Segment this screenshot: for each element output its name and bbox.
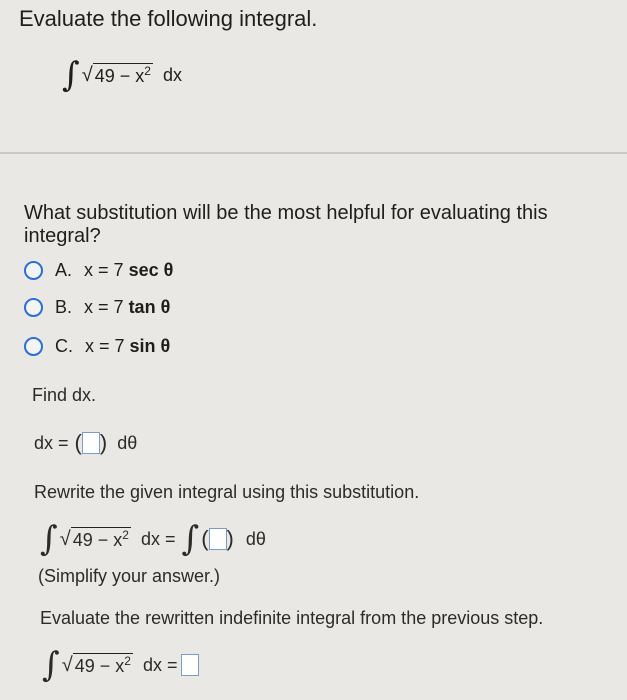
rewrite-instruction: Rewrite the given integral using this substitution.	[34, 482, 420, 502]
option-a[interactable]: A. x = 7 sec θ	[24, 258, 173, 282]
integral-expression	[62, 55, 182, 95]
evaluate-instruction: Evaluate the rewritten indefinite integral from the previous step.	[40, 608, 544, 628]
rewrite-row: ∫ √ $49 - x^2$ dx = ∫ ( ) dθ	[40, 519, 266, 559]
page-title: Evaluate the following integral.	[19, 6, 318, 31]
rewrite-answer-box[interactable]	[209, 528, 227, 550]
dx-answer-row: dx = ( ) dθ	[34, 430, 138, 455]
radio-icon[interactable]	[24, 261, 43, 280]
radio-icon[interactable]	[24, 337, 43, 356]
section-divider	[0, 152, 627, 154]
sqrt-symbol: √	[81, 63, 93, 86]
radio-icon[interactable]	[24, 298, 43, 317]
option-c[interactable]: C. x = 7 sin θ	[24, 334, 170, 358]
radicand: $49 - x^2$	[94, 64, 151, 86]
differential: dx	[162, 64, 182, 85]
evaluate-answer-box[interactable]	[181, 654, 199, 676]
find-dx-label: Find dx.	[32, 385, 97, 405]
integral-sign: ∫	[62, 55, 80, 95]
dx-answer-box[interactable]	[82, 432, 100, 454]
option-b[interactable]: B. x = 7 tan θ	[24, 295, 170, 319]
simplify-note: (Simplify your answer.)	[38, 566, 221, 586]
evaluate-row: ∫ √ $49 - x^2$ dx =	[42, 648, 199, 682]
question-text: What substitution will be the most helpful for evaluating this integral?	[24, 202, 548, 247]
